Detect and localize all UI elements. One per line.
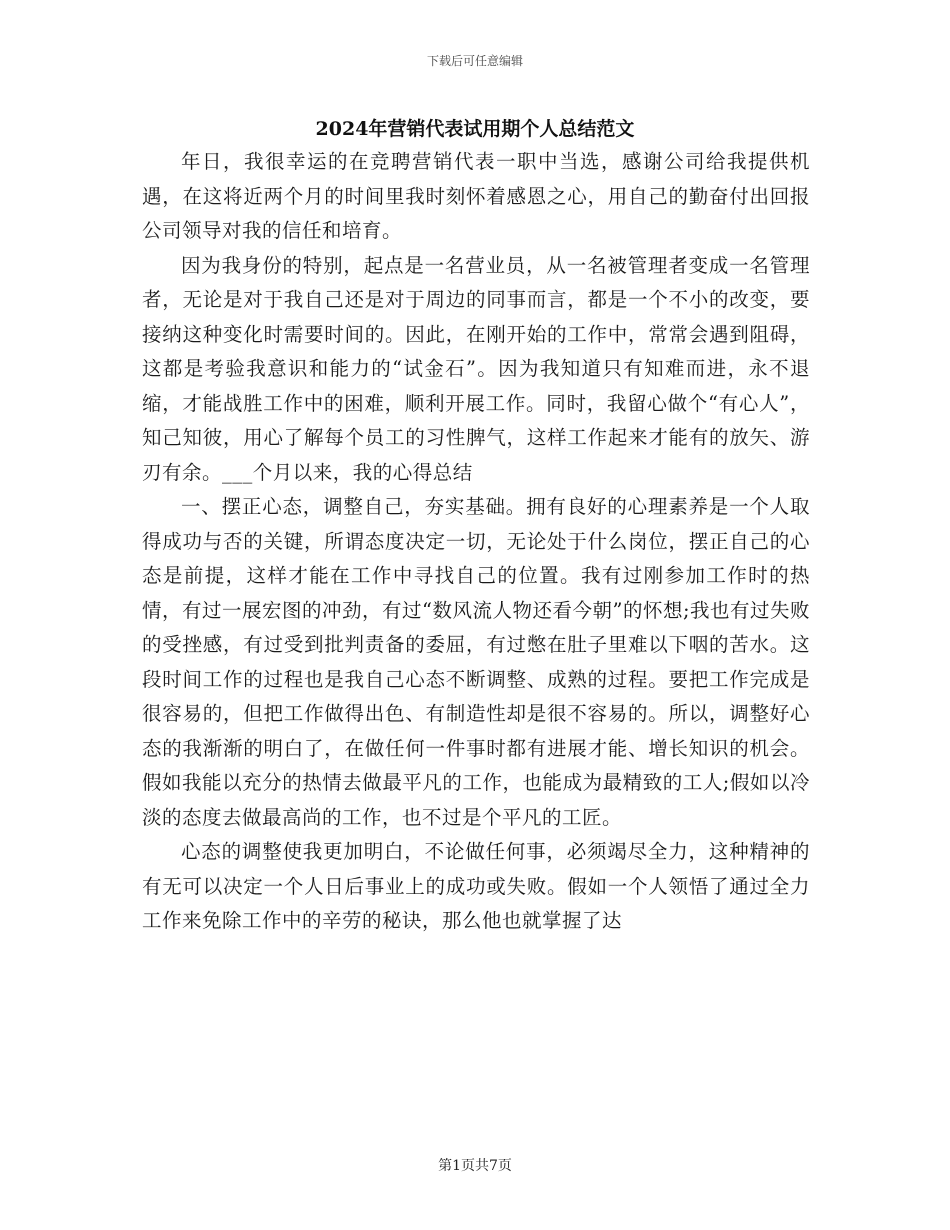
document-title: 2024年营销代表试用期个人总结范文 bbox=[315, 118, 635, 140]
header-note: 下载后可任意编辑 bbox=[426, 54, 523, 68]
page-indicator: 第1页共7页 bbox=[438, 1158, 512, 1174]
document-body bbox=[142, 145, 810, 939]
paragraph: 因为我身份的特别，起点是一名营业员，从一名被管理者变成一名管理者，无论是对于我自己还是对于周边的同事而言，都是一个不小的改变，要接纳这种变化时需要时间的。因此，在刚开始的工作中，常常会遇到阻碍，这都是考验我意识和能力的“试金石”。因为我知道只有知难而进，永不退缩，才能战胜工作中的困难，顺利开展工作。同时，我留心做个“有心人”，知己知彼，用心了解每个员工的习性脾气，这样工作起来才能有的放矢、游刃有余。___个月以来，我的心得总结 bbox=[142, 253, 810, 484]
paragraph: 一、摆正心态，调整自己，夯实基础。拥有良好的心理素养是一个人取得成功与否的关键，所谓态度决定一切，无论处于什么岗位，摆正自己的心态是前提，这样才能在工作中寻找自己的位置。我有过刚参加工作时的热情，有过一展宏图的冲劲，有过“数风流人物还看今朝”的怀想;我也有过失败的受挫感，有过受到批判责备的委屈，有过憋在肚子里难以下咽的苦水。这段时间工作的过程也是我自己心态不断调整、成熟的过程。要把工作完成是很容易的，但把工作做得出色、有制造性却是很不容易的。所以，调整好心态的我渐渐的明白了，在做任何一件事时都有进展才能、增长知识的机会。假如我能以充分的热情去做最平凡的工作，也能成为最精致的工人;假如以冷淡的态度去做最高尚的工作，也不过是个平凡的工匠。 bbox=[142, 495, 811, 829]
paragraph: 年日，我很幸运的在竞聘营销代表一职中当选，感谢公司给我提供机遇，在这将近两个月的时间里我时刻怀着感恩之心，用自己的勤奋付出回报公司领导对我的信任和培育。 bbox=[142, 150, 810, 242]
paragraph: 心态的调整使我更加明白，不论做任何事，必须竭尽全力，这种精神的有无可以决定一个人日后事业上的成功或失败。假如一个人领悟了通过全力工作来免除工作中的辛劳的秘诀，那么他也就掌握了达 bbox=[142, 840, 810, 932]
